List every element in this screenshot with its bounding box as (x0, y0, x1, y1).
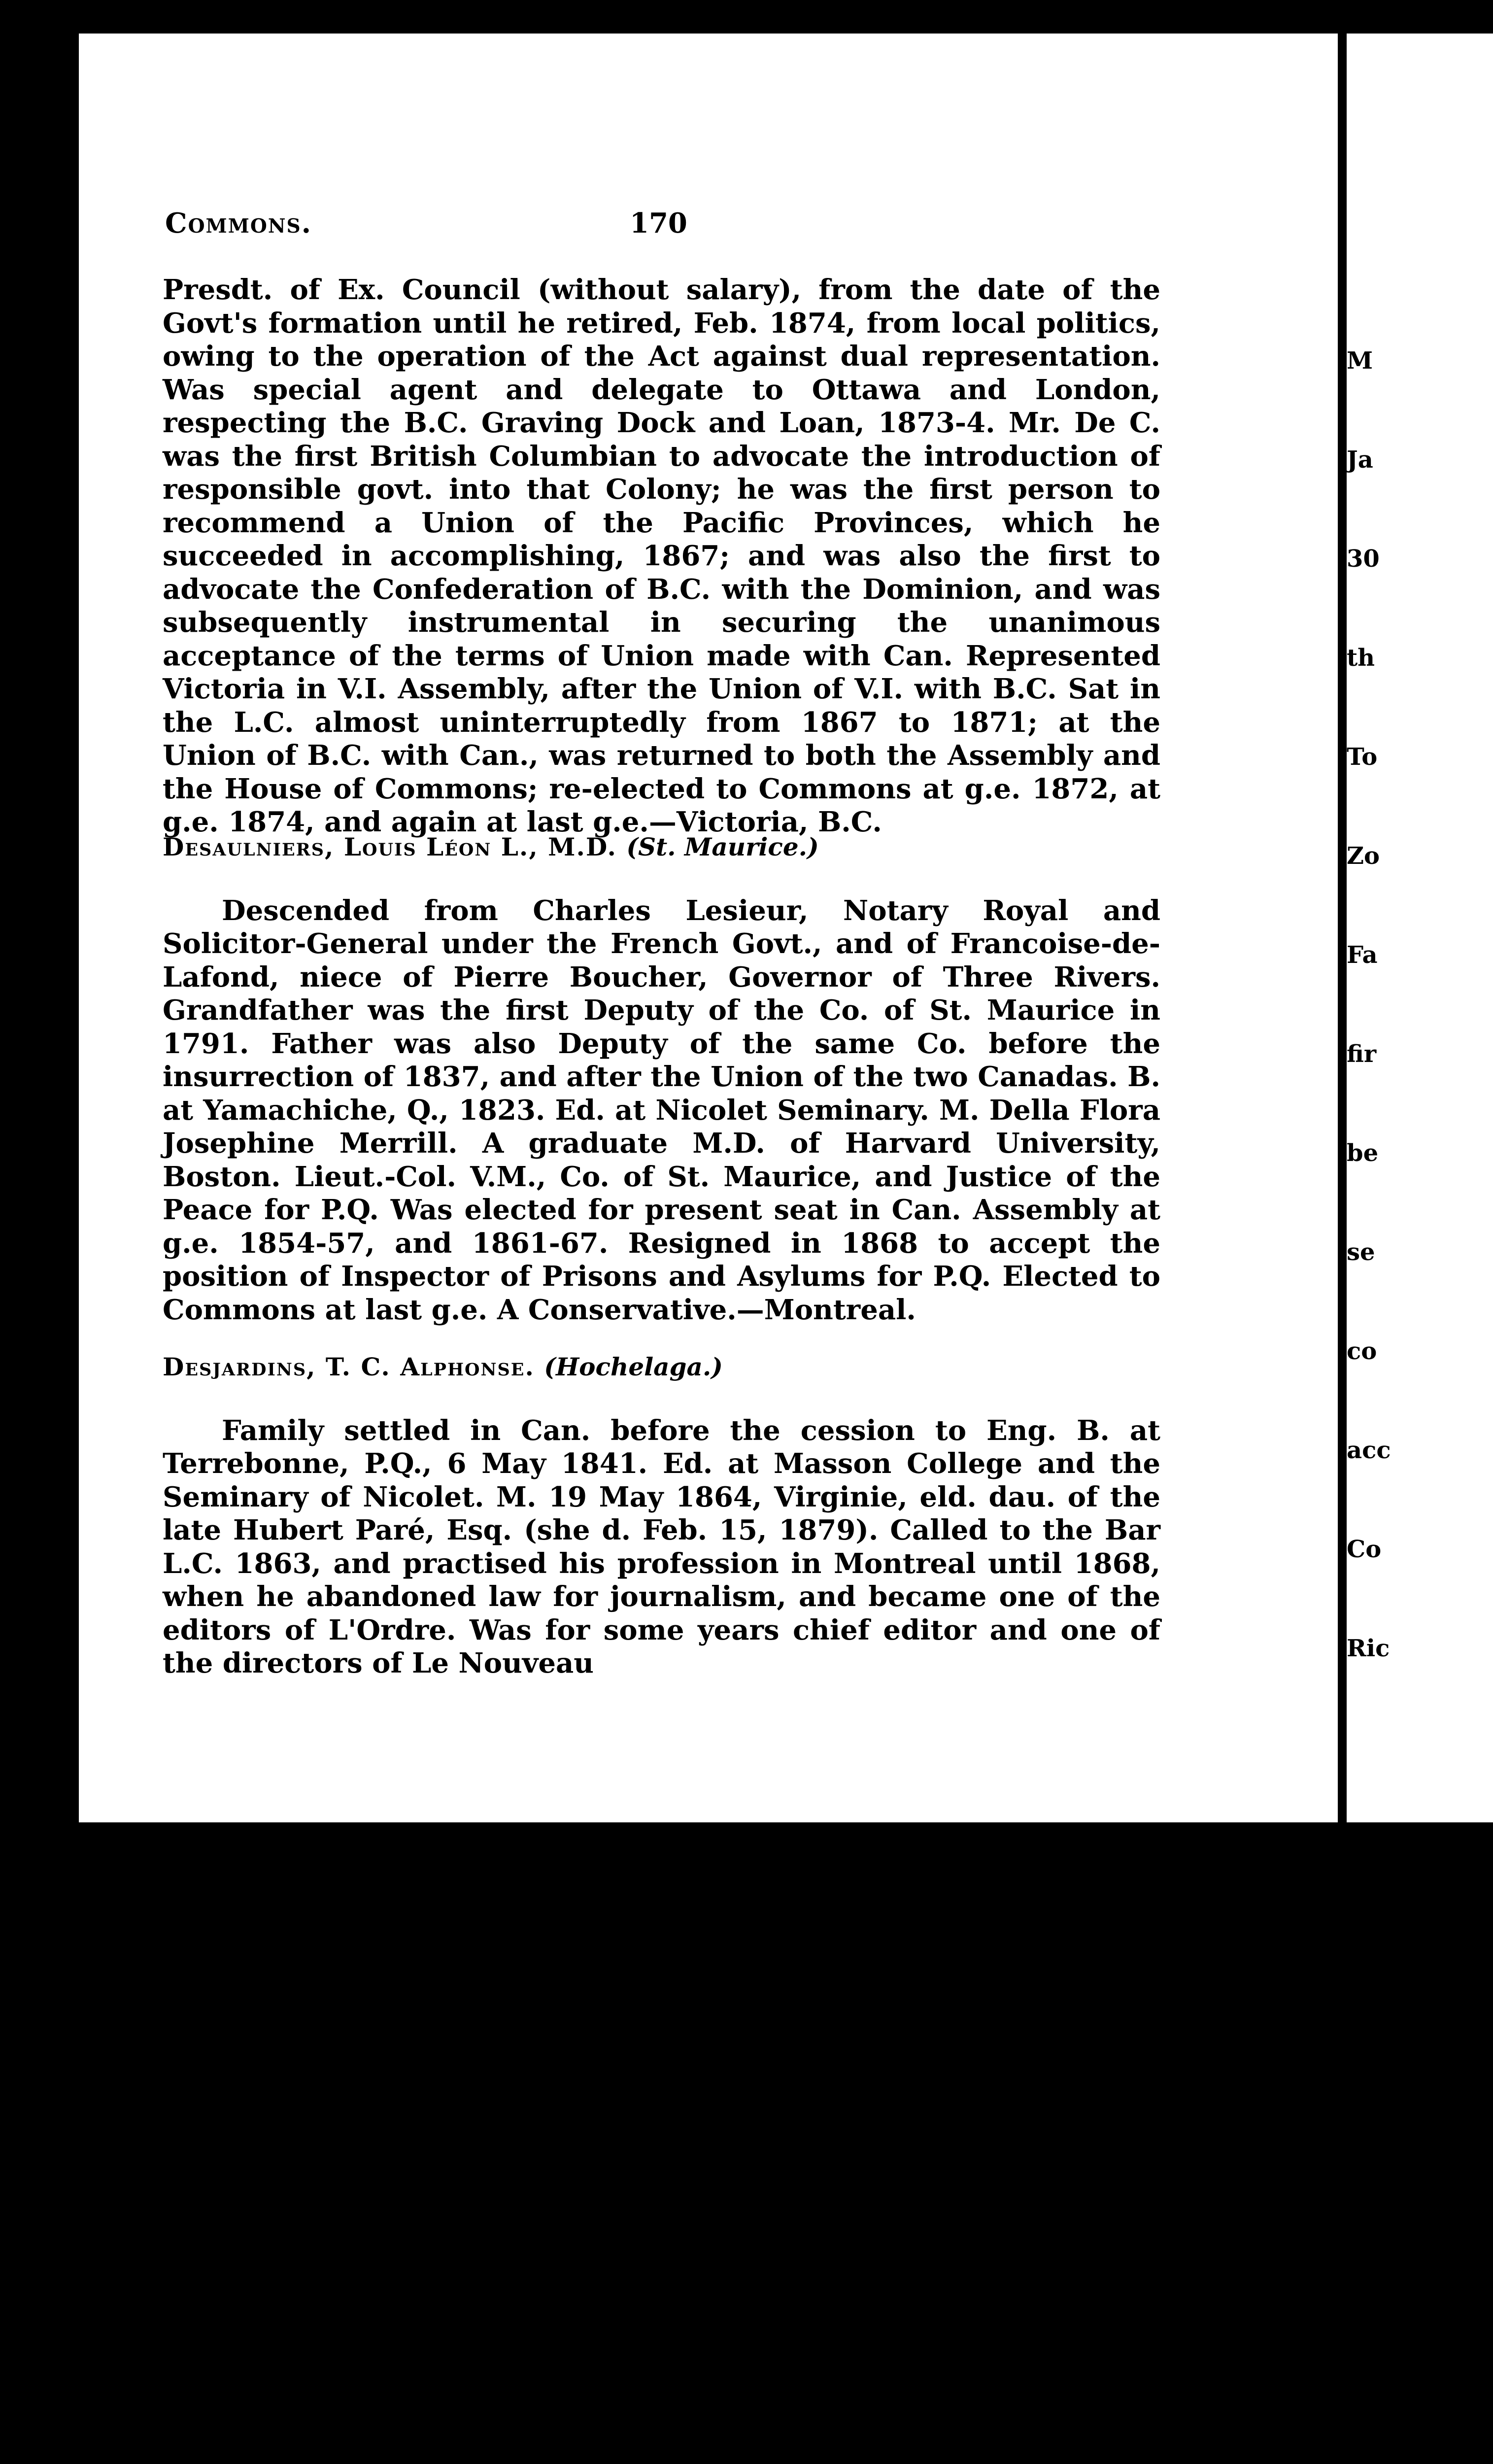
fragment-line: Ric (1347, 1635, 1390, 1662)
fragment-line (1347, 1731, 1420, 1764)
entry-name: Desjardins, T. C. Alphonse. (163, 1352, 535, 1381)
entry-continuation (163, 274, 1160, 839)
entry-heading (163, 830, 1160, 864)
entry-constituency: (St. Maurice.) (626, 832, 819, 861)
fragment-line (1347, 2028, 1420, 2061)
fragment-line: 186 (1347, 2229, 1396, 2257)
fragment-line: Do (1347, 1833, 1383, 1860)
entry-constituency: (Hochelaga.) (544, 1352, 723, 1381)
right-page-text (1347, 278, 1420, 2464)
fragment-line: Ja (1347, 446, 1373, 474)
fragment-line: of (1347, 2130, 1373, 2157)
fragment-line: co (1347, 1337, 1377, 1365)
entry-body: Family settled in Can. before the cession to Eng. B. at Terrebonne, P.Q., 6 May 1841. Ed. at Masson College and the Seminary of Nicolet. M. 19 May 1864, Virginie, eld. dau. of the late Hubert Paré, Esq. (she d. Feb. 15, 1879). Called to the Bar L.C. 1863, and practised his profession in Montreal until 1868, when he abandoned law for journalism, and became one of the editors of L'Ordre. Was for some years chief editor and one of the directors of Le Nouveau (163, 1414, 1160, 1679)
fragment-line (1347, 1929, 1420, 1962)
entry-heading (163, 1350, 1160, 1384)
entry-body: Descended from Charles Lesieur, Notary Royal and Solicitor-General under the French Govt., and of Francoise-de-Lafond, niece of Pierre Boucher, Governor of Three Rivers. Grandfather was the first Deputy of the Co. of St. Maurice in 1791. Father was also Deputy of the same Co. before the insurrection of 1837, and after the Union of the two Canadas. B. at Yamachiche, Q., 1823. Ed. at Nicolet Seminary. M. Della Flora Josephine Merrill. A graduate M.D. of Harvard University, Boston. Lieut.-Col. V.M., Co. of St. Maurice, and Justice of the Peace for P.Q. Was elected for present seat in Can. Assembly at g.e. 1854-57, and 1861-67. Resigned in 1868 to accept the position of Inspector of Prisons and Asylums for P.Q. Elected to Commons at last g.e. A Conservative.—Montreal. (163, 894, 1160, 1326)
entry-desaulniers (163, 830, 1160, 1327)
page-header (0, 197, 1493, 246)
entry-name: Desaulniers, Louis Léon L., M.D. (163, 832, 617, 861)
fragment-line: Joh (1347, 2328, 1391, 2356)
page-gutter (1338, 34, 1347, 1822)
fragment-line: be (1347, 1139, 1379, 1167)
fragment-line: Co (1347, 1536, 1382, 1563)
fragment-line: To (1347, 743, 1378, 771)
fragment-line: Cav (1347, 2427, 1395, 2455)
fragment-line: M (1347, 347, 1373, 375)
fragment-line: fir (1347, 1040, 1377, 1068)
entry-body: Presdt. of Ex. Council (without salary), from the date of the Govt's formation until he retired, Feb. 1874, from local politics, owing to the operation of the Act against dual representation. Was special agent and delegate to Ottawa and London, respecting the B.C. Graving Dock and Loan, 1873-4. Mr. De C. was the first British Columbian to advocate the introduction of responsible govt. into that Colony; he was the first person to recommend a Union of the Pacific Provinces, which he succeeded in accomplishing, 1867; and was also the first to advocate the Confederation of B.C. with the Dominion, and was subsequently instrumental in securing the unanimous acceptance of the terms of Union made with Can. Represented Victoria in V.I. Assembly, after the Union of V.I. with B.C. Sat in the L.C. almost uninterruptedly from 1867 to 1871; at the Union of B.C. with Can., was returned to both the Assembly and the House of Commons; re-elected to Commons at g.e. 1872, at g.e. 1874, and again at last g.e.—Victoria, B.C. (163, 274, 1160, 838)
fragment-line: Fa (1347, 941, 1378, 969)
fragment-line: Zo (1347, 842, 1380, 870)
fragment-line: th (1347, 644, 1375, 672)
section-title: Commons. (165, 207, 312, 240)
page-number: 170 (630, 207, 687, 240)
fragment-line: acc (1347, 1437, 1391, 1464)
fragment-line: 30 (1347, 545, 1380, 573)
fragment-line: se (1347, 1238, 1375, 1266)
entry-desjardins (163, 1350, 1160, 1680)
